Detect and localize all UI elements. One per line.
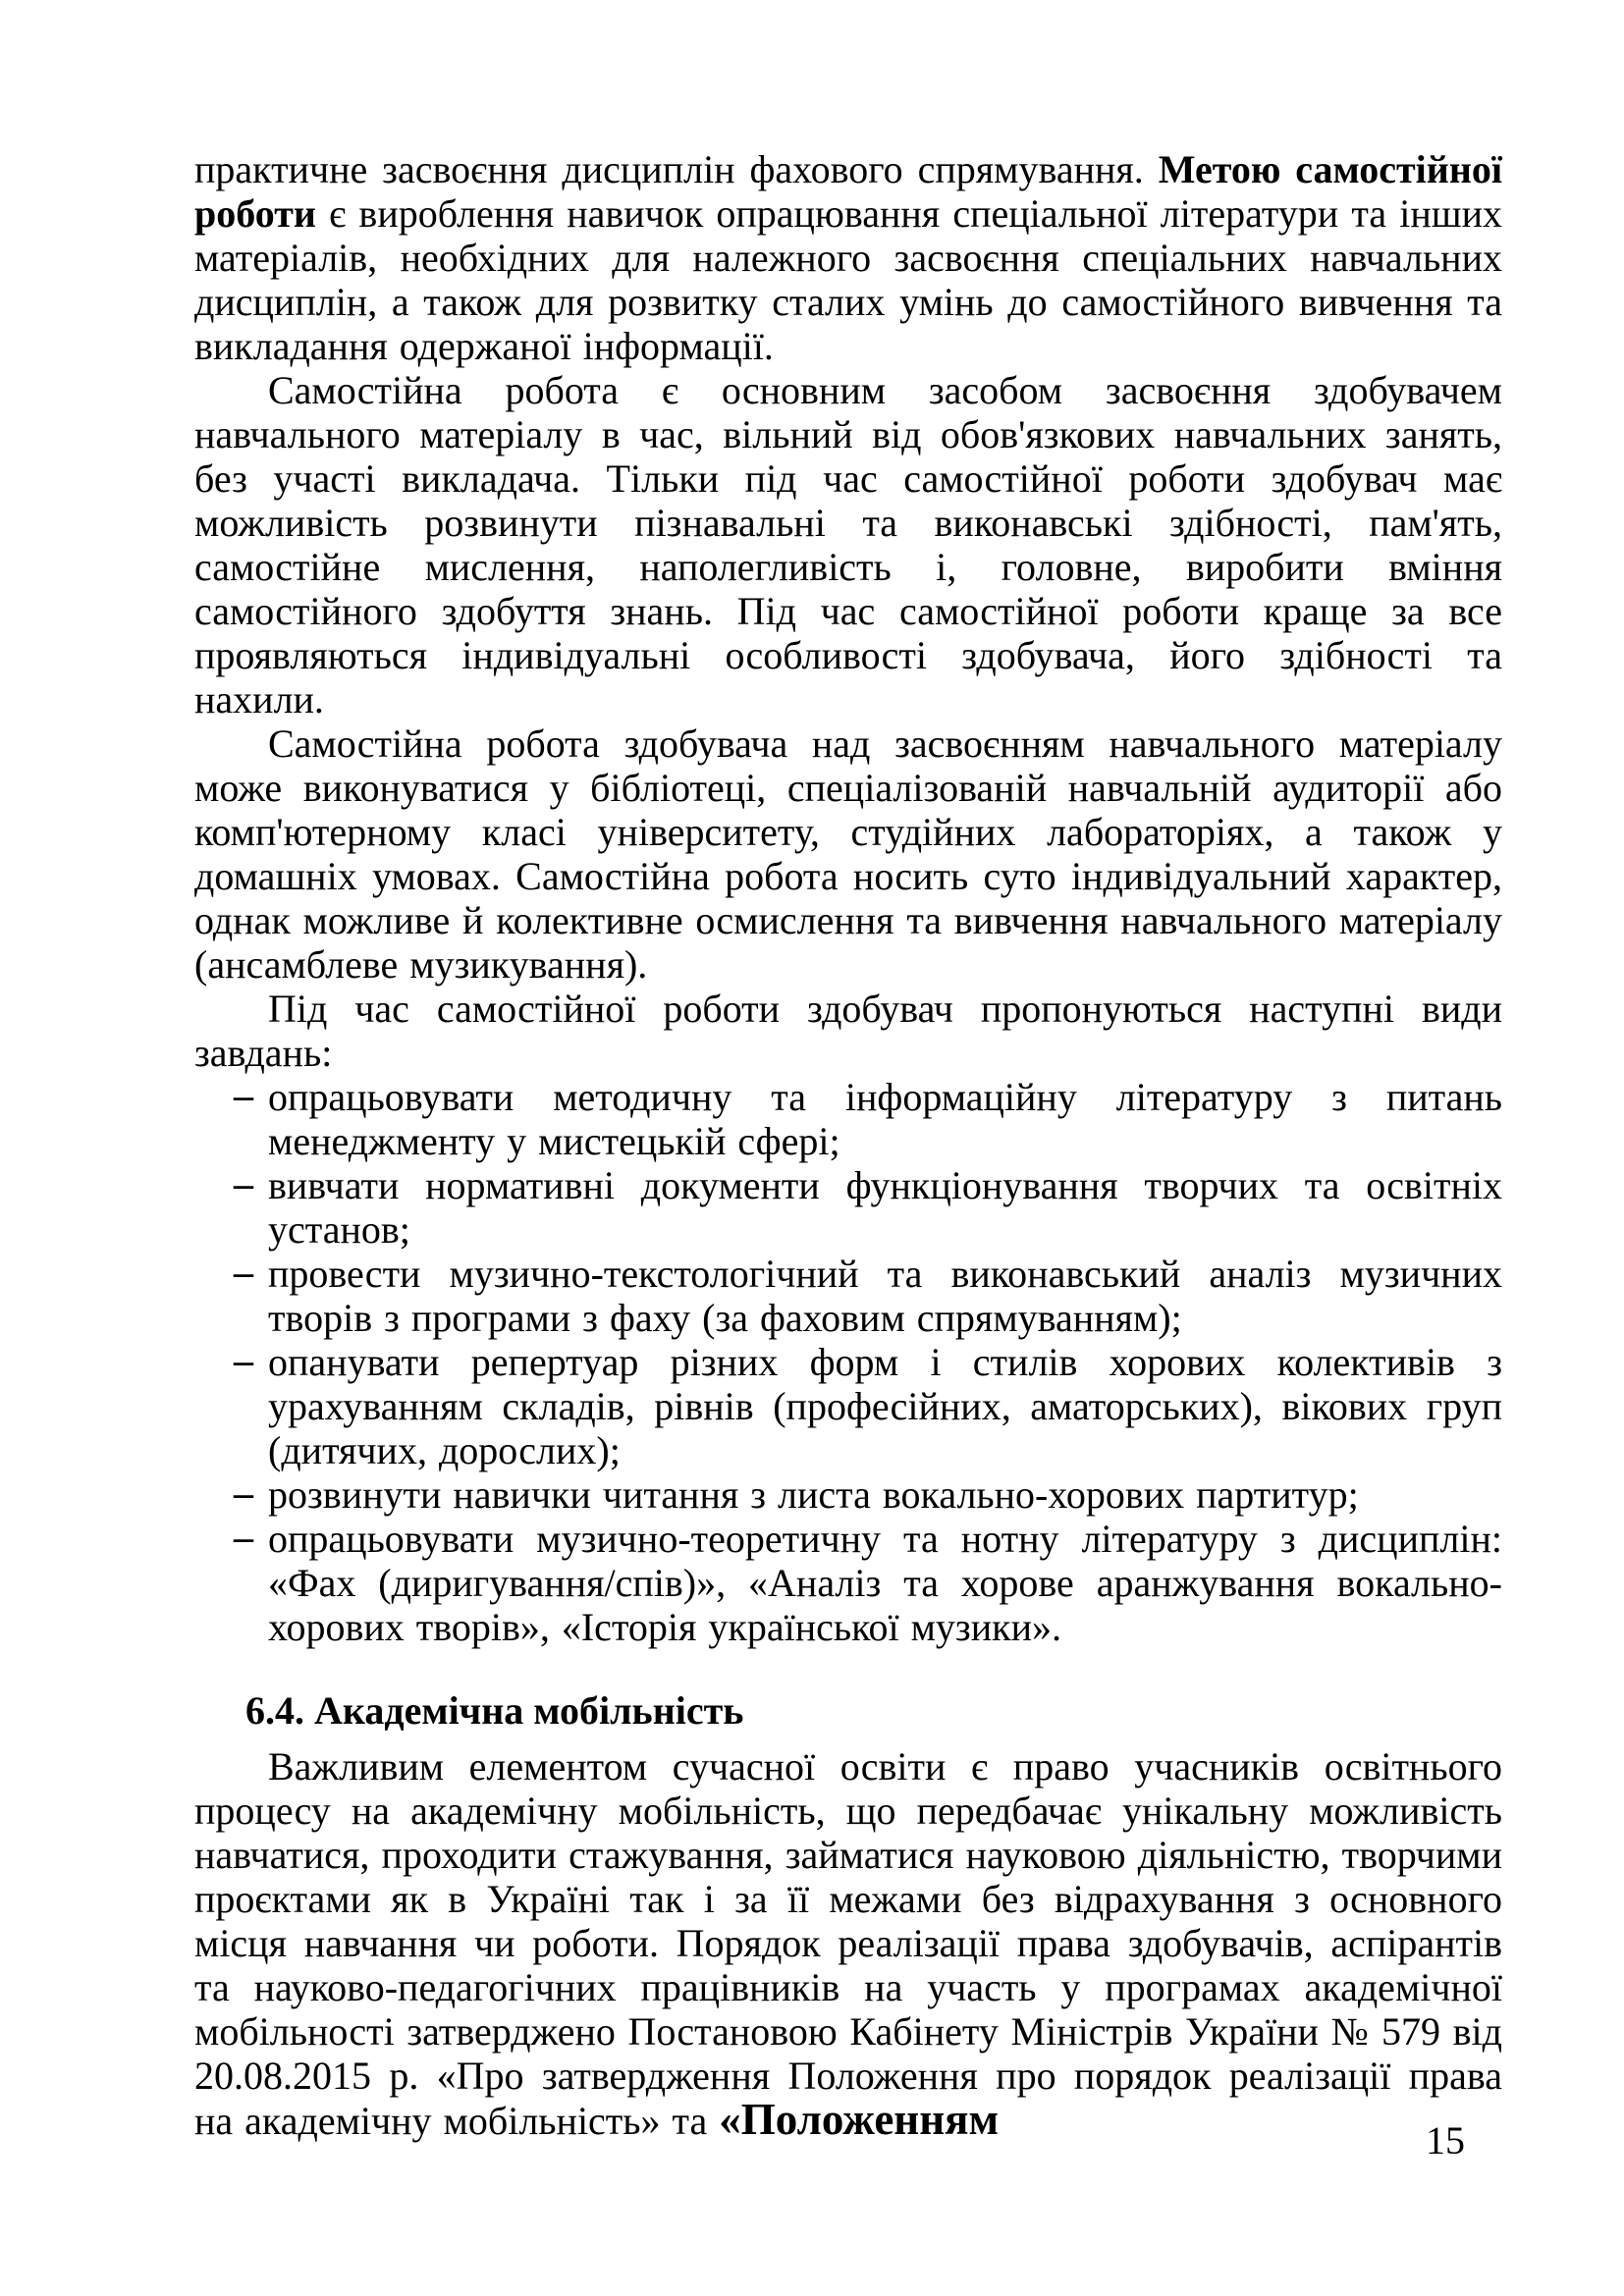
page-number: 15 bbox=[1426, 2118, 1465, 2163]
list-item-text: розвинути навички читання з листа вокально-хорових партитур; bbox=[268, 1472, 1359, 1517]
list-item-text: провести музично-текстологічний та виконавський аналіз музичних творів з програми з фаху (за фаховим спрямуванням); bbox=[268, 1252, 1502, 1340]
paragraph-academic-mobility bbox=[194, 1744, 1502, 2143]
page-content bbox=[194, 147, 1502, 2143]
list-item-text: опрацьовувати музично-теоретичну та нотну літературу з дисциплін: «Фах (диригування/спів)», «Аналіз та хорове аранжування вокально-хорових творів», «Історія української музики». bbox=[268, 1517, 1502, 1649]
dash-marker: – bbox=[234, 1250, 253, 1294]
section-heading-academic-mobility: 6.4. Академічна мобільність bbox=[245, 1688, 744, 1733]
dash-marker: – bbox=[234, 1161, 253, 1205]
bold-phrase-goal-of-independent-work: Метою самостійної роботи bbox=[194, 147, 1502, 236]
list-item-text: опанувати репертуар різних форм і стилів хорових колективів з урахуванням складів, рівнів (професійних, аматорських), вікових груп (дитячих, дорослих); bbox=[268, 1340, 1502, 1472]
emphasized-phrase-regulation: «Положенням bbox=[719, 2095, 1000, 2144]
paragraph-independent-work-role: Самостійна робота є основним засобом засвоєння здобувачем навчального матеріалу в час, вільний від обов'язкових навчальних занять, без участі викладача. Тільки під час самостійної роботи здобувач має можливість розвинути пізнавальні та виконавські здібності, пам'ять, самостійне мислення, наполегливість і, головне, виробити вміння самостійного здобуття знань. Під час самостійної роботи краще за все проявляються індивідуальні особливості здобувача, його здібності та нахили. bbox=[194, 368, 1502, 721]
paragraph-intro bbox=[194, 147, 1502, 368]
dash-marker: – bbox=[234, 1073, 253, 1117]
list-item bbox=[194, 1252, 1502, 1340]
list-item bbox=[194, 1472, 1502, 1517]
list-item bbox=[194, 1075, 1502, 1163]
paragraph-text: є вироблення навичок опрацювання спеціальної літератури та інших матеріалів, необхідних для належного засвоєння спеціальних навчальних дисциплін, а також для розвитку сталих умінь до самостійного вивчення та викладання одержаної інформації. bbox=[194, 191, 1502, 368]
paragraph-work-locations: Самостійна робота здобувача над засвоєнням навчального матеріалу може виконуватися у бібліотеці, спеціалізованій навчальній аудиторії або комп'ютерному класі університету, студійних лабораторіях, а також у домашніх умовах. Самостійна робота носить суто індивідуальний характер, однак можливе й колективне осмислення та вивчення навчального матеріалу (ансамблеве музикування). bbox=[194, 721, 1502, 987]
list-item-text: вивчати нормативні документи функціонування творчих та освітніх установ; bbox=[268, 1163, 1502, 1252]
dash-marker: – bbox=[234, 1515, 253, 1559]
list-item bbox=[194, 1163, 1502, 1252]
paragraph-task-types-intro: Під час самостійної роботи здобувач пропонуються наступні види завдань: bbox=[194, 987, 1502, 1075]
dash-marker: – bbox=[234, 1338, 253, 1382]
dash-marker: – bbox=[234, 1470, 253, 1515]
task-list bbox=[194, 1075, 1502, 1649]
list-item bbox=[194, 1340, 1502, 1472]
paragraph-text: Важливим елементом сучасної освіти є право учасників освітнього процесу на академічну мобільність, що передбачає унікальну можливість навчатися, проходити стажування, займатися науковою діяльністю, творчими проєктами як в Україні так і за її межами без відрахування з основного місця навчання чи роботи. Порядок реалізації права здобувачів, аспірантів та науково-педагогічних працівників на участь у програмах академічної мобільності затверджено Постановою Кабінету Міністрів України № 579 від 20.08.2015 р. «Про затвердження Положення про порядок реалізації права на академічну мобільність» та bbox=[194, 1744, 1502, 2143]
list-item bbox=[194, 1517, 1502, 1649]
list-item-text: опрацьовувати методичну та інформаційну літературу з питань менеджменту у мистецькій сфері; bbox=[268, 1075, 1502, 1163]
paragraph-text: практичне засвоєння дисциплін фахового спрямування. bbox=[194, 147, 1159, 191]
